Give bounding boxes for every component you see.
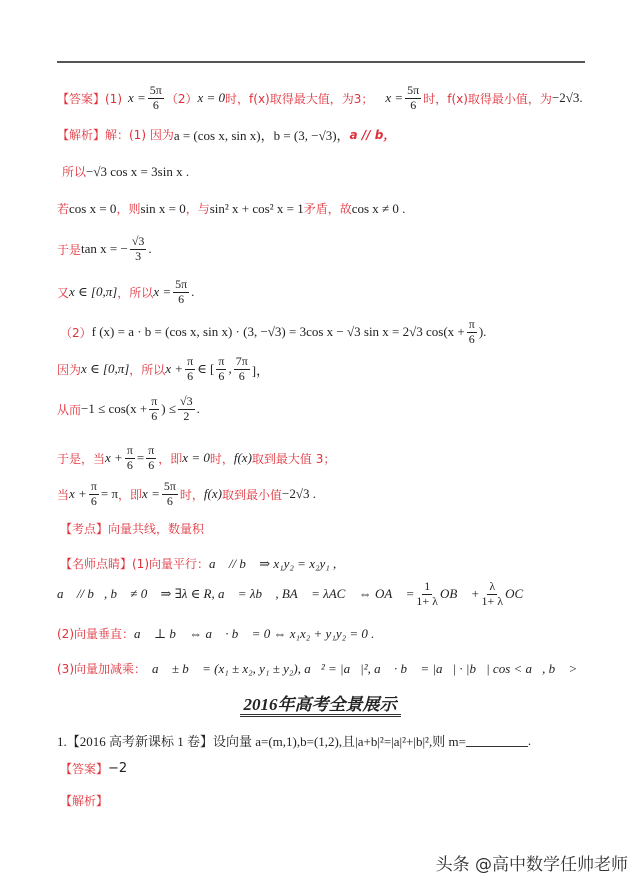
text: ，即 xyxy=(158,451,183,466)
section-heading xyxy=(0,690,640,715)
num: 5π xyxy=(163,479,176,493)
fraction xyxy=(216,355,226,384)
text: (3)向量加减乘： xyxy=(57,662,146,676)
q1-analysis xyxy=(60,792,108,809)
math: = π xyxy=(100,486,119,502)
q1-answer xyxy=(60,760,127,777)
math: x = xyxy=(142,486,160,502)
num: π xyxy=(90,479,97,493)
kaodian-label: 【考点】向量共线，数量积 xyxy=(60,522,205,536)
fraction xyxy=(405,84,421,113)
answer-label: 【答案】 xyxy=(60,762,109,776)
text: ，则 xyxy=(116,202,141,216)
math: ∈ [ xyxy=(197,361,215,377)
fraction xyxy=(481,580,503,609)
den: 6 xyxy=(148,457,155,472)
analysis-label: 【解析】 xyxy=(60,794,109,808)
top-rule xyxy=(57,61,585,63)
answer-value: −2 xyxy=(108,761,128,776)
math: ]， xyxy=(251,362,270,378)
fraction xyxy=(416,580,438,609)
text: . xyxy=(191,284,195,300)
text: ，与 xyxy=(185,202,210,216)
analysis-label: 【解析】解：(1) 因为 xyxy=(57,128,174,142)
text: （2） xyxy=(165,91,198,106)
math: cos x ≠ 0 . xyxy=(351,200,406,216)
fraction xyxy=(149,395,159,424)
den: 6 xyxy=(468,331,475,346)
math: x ∈ [0,π] xyxy=(69,284,118,300)
line-operations xyxy=(57,660,577,677)
math: f (x) = a · b = (cos x, sin x) · (3, −√3) = 3cos x − √3 sin x = 2√3 cos(x + xyxy=(91,324,465,340)
den: 2 xyxy=(183,408,190,423)
text: ，所以 xyxy=(129,362,166,377)
math: x + xyxy=(69,486,87,502)
line-so xyxy=(62,163,189,180)
text: ，即 xyxy=(118,487,143,502)
fraction xyxy=(130,235,147,264)
fraction xyxy=(467,318,477,347)
math: f(x) xyxy=(233,450,252,466)
den: 6 xyxy=(187,368,194,383)
line-if xyxy=(57,200,405,217)
math: OC⃗ xyxy=(505,586,534,602)
text: ，所以 xyxy=(117,285,154,300)
math: x = xyxy=(128,90,146,106)
math: OB⃗ + xyxy=(440,586,480,602)
den: 6 xyxy=(151,408,158,423)
math: x + xyxy=(165,361,184,377)
fraction xyxy=(148,84,164,113)
text: 从而 xyxy=(57,402,82,417)
math: a⃗ ⊥ b⃗ ⇔ a⃗ · b⃗ = 0 ⇔ x₁x₂ + y₁y₂ = 0 . xyxy=(134,625,375,641)
math: tan x = − xyxy=(81,241,128,257)
den: 6 xyxy=(238,368,245,383)
math: −√3 cos x = 3sin x . xyxy=(86,163,190,179)
fraction xyxy=(173,278,189,307)
answer-line xyxy=(57,84,583,113)
watermark: 头条 @高中数学任帅老师 xyxy=(435,855,628,875)
num: 5π xyxy=(149,83,162,97)
text: 因为 xyxy=(57,362,82,377)
fraction xyxy=(146,444,156,473)
math: x = xyxy=(153,284,172,300)
den: 1+ λ xyxy=(481,593,504,608)
text: 当 xyxy=(57,487,70,502)
math: −2√3 xyxy=(551,90,580,106)
den: 6 xyxy=(90,493,97,508)
text: 时， xyxy=(209,451,234,466)
den: 3 xyxy=(135,248,142,263)
text: 时，f(x)取得最小值，为 xyxy=(423,91,552,106)
answer-label: 【答案】(1) xyxy=(57,91,122,106)
text: 所以 xyxy=(62,165,87,179)
tips-line xyxy=(60,555,336,572)
math: = xyxy=(136,450,145,466)
num: √3 xyxy=(180,394,193,408)
math: x = 0 xyxy=(182,450,210,466)
num: 5π xyxy=(407,83,420,97)
text: . xyxy=(579,90,583,106)
text: ). xyxy=(478,324,487,340)
text: 时，f(x)取得最大值，为3； xyxy=(225,91,374,106)
num: π xyxy=(151,394,158,408)
den: 6 xyxy=(126,457,133,472)
math: f(x) xyxy=(203,486,222,502)
line-also xyxy=(57,278,194,307)
text: 于是 xyxy=(57,242,82,257)
text: . xyxy=(196,401,200,417)
math: a⃗ ± b⃗ = (x₁ ± x₂, y₁ ± y₂), a⃗² = |a⃗|², a⃗ · b⃗ = |a⃗| · |b⃗| cos < a⃗, b⃗ > xyxy=(152,660,578,676)
line-parallel xyxy=(57,580,533,609)
question-1 xyxy=(57,731,531,750)
num: λ xyxy=(489,579,496,593)
num: π xyxy=(218,354,225,368)
den: 6 xyxy=(178,291,185,306)
line-because xyxy=(57,355,269,384)
text: . xyxy=(148,241,152,257)
analysis-line xyxy=(57,125,395,144)
text: 取到最大值 3； xyxy=(251,451,336,466)
den: 6 xyxy=(152,97,159,112)
den: 1+ λ xyxy=(416,593,438,608)
kaodian-line xyxy=(60,520,204,537)
num: π xyxy=(187,354,194,368)
den: 6 xyxy=(166,493,173,508)
math: ) ≤ xyxy=(161,401,177,417)
fraction xyxy=(89,480,99,509)
fraction xyxy=(162,480,178,509)
heading-text: 2016年高考全景展示 xyxy=(240,695,401,717)
text: 于是，当 xyxy=(57,451,106,466)
tips-label: 【名师点睛】(1)向量平行： xyxy=(60,557,209,571)
fraction xyxy=(185,355,195,384)
question-text: 1.【2016 高考新课标 1 卷】设向量 a=(m,1),b=(1,2),且|a+b|²=|a|²+|b|²,则 m= xyxy=(57,734,466,749)
text: 取到最小值 xyxy=(221,487,282,502)
math: , xyxy=(228,361,232,377)
math: −1 ≤ cos(x + xyxy=(81,401,148,417)
line-part2 xyxy=(60,318,486,347)
den: 6 xyxy=(410,97,417,112)
text: （2） xyxy=(60,325,92,340)
line-perpendicular xyxy=(57,625,374,642)
fraction xyxy=(178,395,195,424)
fraction xyxy=(234,355,250,384)
line-thus xyxy=(57,395,200,424)
math: sin x = 0 xyxy=(140,200,186,216)
num: π xyxy=(468,317,475,331)
text: 矛盾，故 xyxy=(303,202,352,216)
math: sin² x + cos² x = 1 xyxy=(209,200,304,216)
num: 1 xyxy=(424,579,431,593)
fraction xyxy=(125,444,135,473)
text: 时， xyxy=(179,487,204,502)
line-tan xyxy=(57,235,152,264)
text: 若 xyxy=(57,202,70,216)
math: a⃗ // b⃗ ⇒ x₁y₂ = x₂y₁ , xyxy=(209,555,337,571)
math: x ∈ [0,π] xyxy=(81,361,130,377)
line-min xyxy=(57,480,316,509)
math: a = (cos x, sin x)，b = (3, −√3)， xyxy=(173,128,350,143)
text: . xyxy=(527,732,532,748)
math: x + xyxy=(105,450,123,466)
math: a⃗ // b⃗, b⃗ ≠ 0⃗ ⇒ ∃λ ∈ R, a⃗ = λb⃗ , BA⃗ = λAC⃗ ⇔ OA⃗ = xyxy=(57,586,415,602)
math: x = xyxy=(385,90,404,106)
num: √3 xyxy=(131,234,145,248)
answer-blank xyxy=(466,734,528,747)
math: −2√3 . xyxy=(281,486,316,502)
math: x = 0 xyxy=(197,90,226,106)
num: π xyxy=(148,443,155,457)
line-max xyxy=(57,444,335,473)
math: cos x = 0 xyxy=(69,200,117,216)
num: 7π xyxy=(235,354,248,368)
text: (2)向量垂直： xyxy=(57,627,134,641)
den: 6 xyxy=(218,368,225,383)
num: 5π xyxy=(175,277,188,291)
text: 又 xyxy=(57,285,70,300)
math: a // b， xyxy=(349,128,396,142)
num: π xyxy=(126,443,133,457)
